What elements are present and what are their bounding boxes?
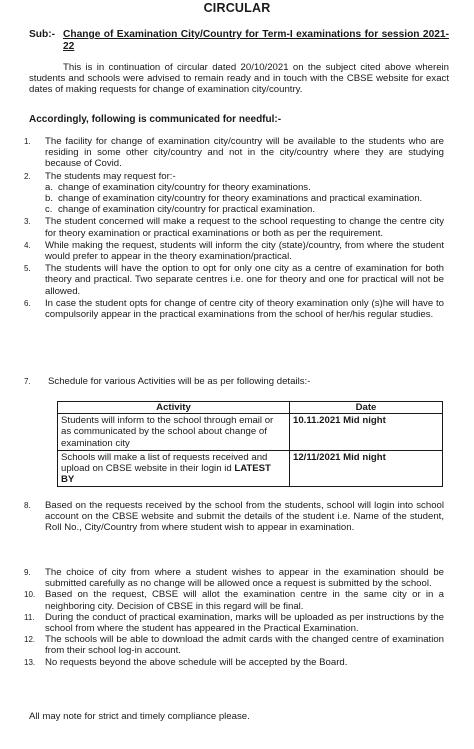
sub-item-text: change of examination city/country for practical examination. [58,204,316,216]
sub-item [45,182,444,193]
subject-line [29,29,449,53]
list-item [24,216,444,238]
list-item [24,136,444,170]
activity-cell [58,450,290,487]
column-header-activity: Activity [58,402,290,414]
schedule-intro [24,376,444,387]
list-item [24,567,444,589]
item-number: 10. [24,590,36,600]
item-text: The students will have the option to opt for only one city as a centre of examination for both theory and practical. Two separate centres i.e. one for theory and one for practical will not be allowed. [45,263,444,297]
activity-text: Schools will make a list of requests received and upload on CBSE website in their login id [61,451,268,475]
item-number: 8. [24,501,31,510]
item-text: Schedule for various Activities will be as per following details:- [48,376,311,387]
item-number: 6. [24,298,31,308]
item-text: The choice of city from where a student wishes to appear in the examination should be submitted carefully as no change will be allowed once a request is submitted by the school. [45,567,444,590]
date-cell: 12/11/2021 Mid night [290,450,443,487]
column-header-date: Date [290,402,443,414]
point-8 [24,500,444,534]
intro-paragraph: This is in continuation of circular dated 20/10/2021 on the subject cited above wherein students and schools were advised to remain ready and in touch with the CBSE website for exact dates of making requests for change of examination city/country. [29,62,449,96]
section-heading: Accordingly, following is communicated for needful:- [29,114,282,125]
points-later-list [24,567,444,668]
list-item [24,634,444,656]
item-number: 1. [24,137,31,146]
item-number: 13. [24,657,36,667]
closing-note: All may note for strict and timely compliance please. [29,711,250,722]
list-item [24,589,444,611]
item-text: No requests beyond the above schedule will be accepted by the Board. [45,656,348,668]
subject-label: Sub:- [29,29,56,40]
item-number: 7. [24,377,31,386]
page-title: CIRCULAR [203,1,271,15]
table-row [58,414,443,451]
item-number: 3. [24,217,31,227]
sub-item-label: b. [45,193,54,205]
item-text: The schools will be able to download the admit cards with the changed centre of examination from their school log-in account. [45,634,444,657]
list-item [24,298,444,320]
sub-item [45,193,444,204]
activity-text: Students will inform to the school through email or as communicated by the school about change of examination city [61,415,274,449]
item-text: While making the request, students will inform the city (state)/country, from where the student would prefer to appear in the theory examination/practical. [45,239,444,263]
activity-emphasis: LATEST BY [61,463,271,486]
item-text: The student concerned will make a request to the school requesting to change the centre city for theory examination or practical examinations or both as per the requirement. [45,216,444,239]
sub-item-text: change of examination city/country for theory examinations. [58,181,311,193]
list-item [24,657,444,668]
item-text: Based on the requests received by the school from the students, school will login into school account on the CBSE website and submit the details of the student i.e. Name of the student, Roll No., City/Country from where student wish to appear in examination. [45,500,444,534]
sub-item-text: change of examination city/country for theory examinations and practical examination. [58,193,423,205]
item-text: The students may request for:- [45,170,176,182]
item-number: 9. [24,568,31,577]
item-text: The facility for change of examination city/country will be available to the students who are residing in some other city/country and not in the city/country where they are studying because of Covid. [45,136,444,170]
list-item [24,171,444,216]
item-number: 5. [24,264,31,274]
item-text: During the conduct of practical examination, marks will be uploaded as per instructions by the school from where the student has appeared in the Practical Examination. [45,611,444,635]
points-list [24,136,444,320]
sub-item-label: a. [45,181,54,193]
table-header-row [58,402,443,414]
item-number: 12. [24,635,36,645]
item-text: In case the student opts for change of centre city of theory examination only (s)he will have to compulsorily appear in the practical examinations from the school of her/his regular studies. [45,297,444,321]
item-text: Based on the request, CBSE will allot the examination centre in the same city or in a neighboring city. Decision of CBSE in this regard will be final. [45,589,444,612]
activity-cell [58,414,290,451]
list-item [24,500,444,534]
item-number: 4. [24,240,31,250]
subject-text: Change of Examination City/Country for Term-I examinations for session 2021-22 [63,29,449,52]
list-item [24,263,444,297]
date-cell: 10.11.2021 Mid night [290,414,443,451]
list-item [24,612,444,634]
sub-item-label: c. [45,204,53,216]
item-number: 11. [24,612,35,622]
sub-list [45,182,444,216]
table-row [58,450,443,487]
item-number: 2. [24,171,31,181]
schedule-table [57,401,443,487]
sub-item [45,204,444,215]
list-item [24,240,444,262]
